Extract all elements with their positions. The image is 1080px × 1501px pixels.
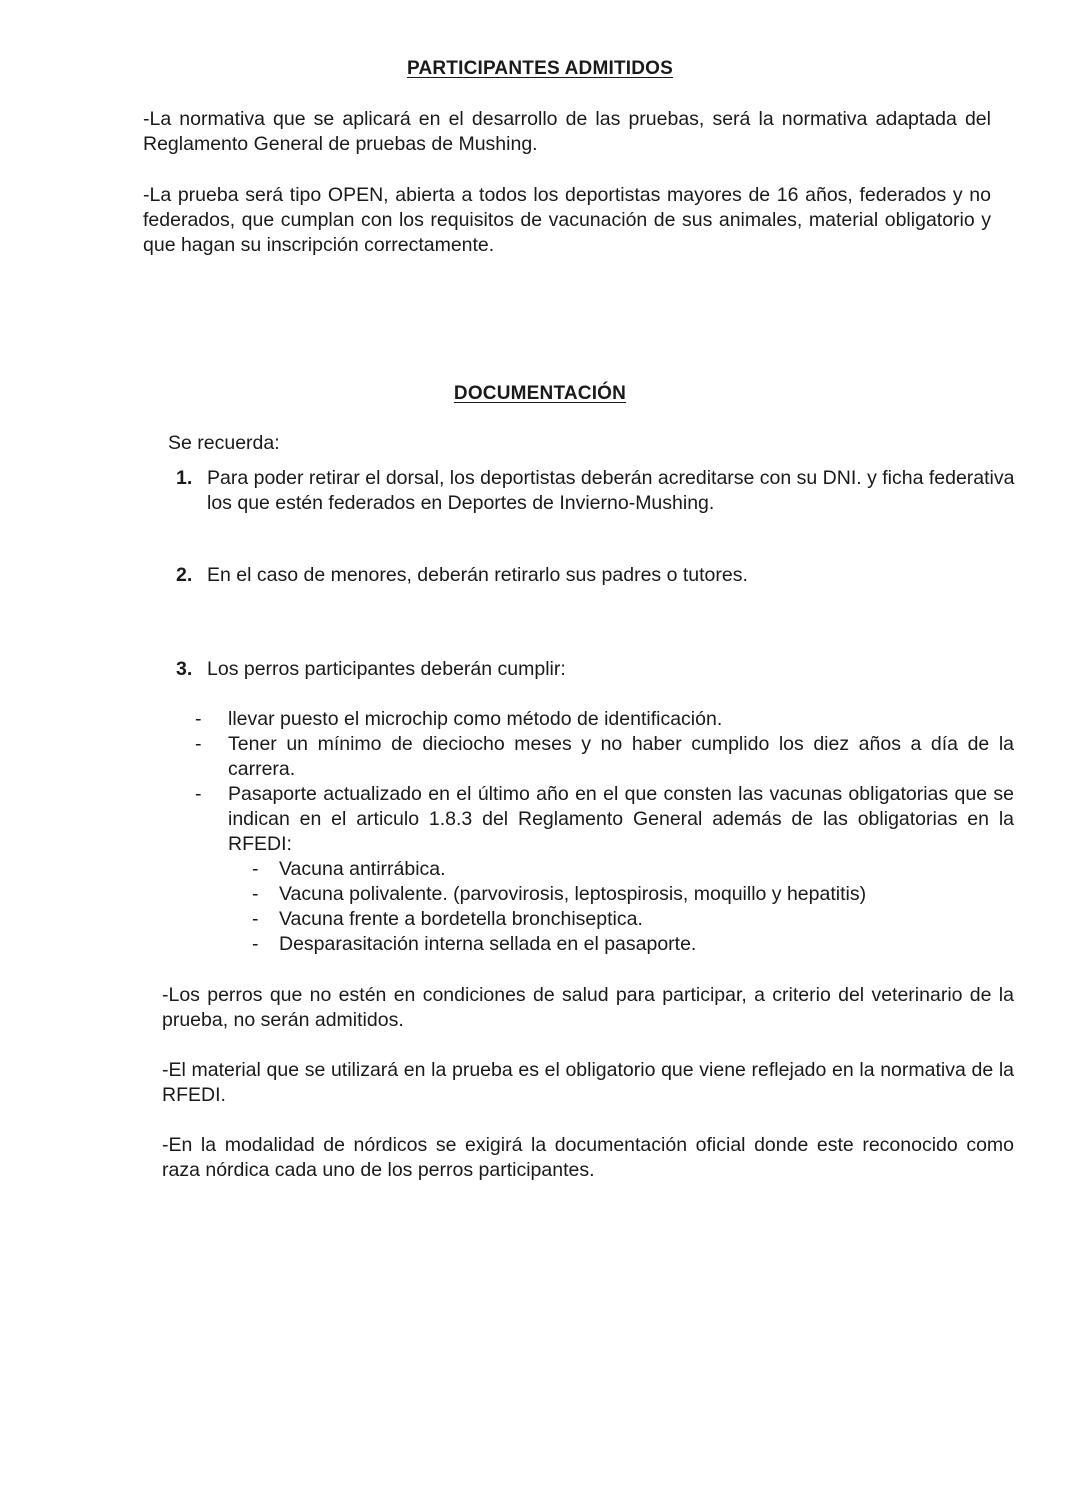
requirement-text: llevar puesto el microchip como método de identificación. [228, 708, 723, 730]
paragraph-health: -Los perros que no estén en condiciones de salud para participar, a criterio del veterinario de la prueba, no serán admitidos. [162, 984, 1014, 1031]
paragraph-prueba-open: -La prueba será tipo OPEN, abierta a todos los deportistas mayores de 16 años, federados y no federados, que cumplan con los requisitos de vacunación de sus animales, material obligatorio y que hagan su inscripción correctamente. [143, 184, 991, 256]
dash-bullet: - [252, 883, 259, 905]
dash-bullet: - [252, 933, 259, 955]
item-number: 2. [176, 564, 193, 586]
item-text: En el caso de menores, deberán retirarlo sus padres o tutores. [207, 564, 748, 586]
item-text: Los perros participantes deberán cumplir: [207, 658, 566, 680]
paragraph-material: -El material que se utilizará en la prueba es el obligatorio que viene reflejado en la normativa de la RFEDI. [162, 1059, 1014, 1106]
intro-se-recuerda: Se recuerda: [168, 432, 280, 454]
item-number: 1. [176, 467, 193, 489]
vaccine-text: Vacuna antirrábica. [279, 858, 446, 880]
dash-bullet: - [252, 858, 259, 880]
item-text: Para poder retirar el dorsal, los deportistas deberán acreditarse con su DNI. y ficha federativa los que estén federados en Deportes de Invierno-Mushing. [207, 467, 1015, 514]
section-title-documentacion: DOCUMENTACIÓN [453, 383, 627, 404]
vaccine-text: Vacuna polivalente. (parvovirosis, leptospirosis, moquillo y hepatitis) [279, 883, 867, 905]
section-title-participantes: PARTICIPANTES ADMITIDOS [406, 58, 674, 79]
dash-bullet: - [195, 783, 202, 805]
vaccine-text: Vacuna frente a bordetella bronchiseptica. [279, 908, 643, 930]
vaccine-text: Desparasitación interna sellada en el pasaporte. [279, 933, 697, 955]
dash-bullet: - [252, 908, 259, 930]
dash-bullet: - [195, 708, 202, 730]
requirement-text: Pasaporte actualizado en el último año en el que consten las vacunas obligatorias que se indican en el articulo 1.8.3 del Reglamento General además de las obligatorias en la RFEDI: [228, 783, 1014, 855]
dash-bullet: - [195, 733, 202, 755]
paragraph-normativa: -La normativa que se aplicará en el desarrollo de las pruebas, será la normativa adaptada del Reglamento General de pruebas de Mushing. [143, 108, 991, 155]
item-number: 3. [176, 658, 193, 680]
paragraph-nordic: -En la modalidad de nórdicos se exigirá la documentación oficial donde este reconocido como raza nórdica cada uno de los perros participantes. [162, 1134, 1014, 1181]
requirement-text: Tener un mínimo de dieciocho meses y no haber cumplido los diez años a día de la carrera. [228, 733, 1014, 780]
